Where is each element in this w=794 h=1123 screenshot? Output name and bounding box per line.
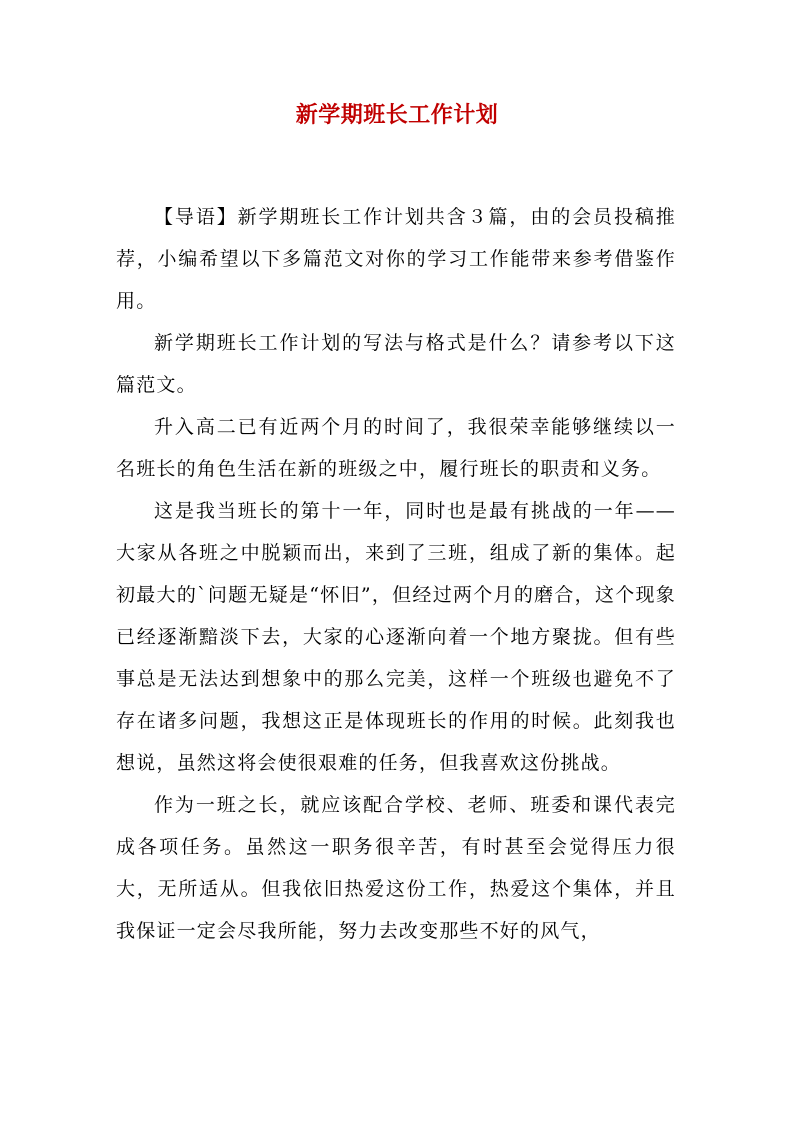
document-body bbox=[116, 196, 676, 952]
paragraph-responsibilities: 作为一班之长，就应该配合学校、老师、班委和课代表完成各项任务。虽然这一职务很辛苦，有时甚至会觉得压力很大，无所适从。但我依旧热爱这份工作，热爱这个集体，并且我保证一定会尽我所能，努力去改变那些不好的风气， bbox=[116, 794, 676, 942]
document-title: 新学期班长工作计划 bbox=[295, 102, 499, 128]
paragraph-format-question: 新学期班长工作计划的写法与格式是什么？请参考以下这篇范文。 bbox=[116, 332, 676, 396]
paragraph-intro: 【导语】新学期班长工作计划共含３篇，由的会员投稿推荐，小编希望以下多篇范文对你的学习工作能带来参考借鉴作用。 bbox=[116, 206, 676, 312]
paragraph-grade-two: 升入高二已有近两个月的时间了，我很荣幸能够继续以一名班长的角色生活在新的班级之中，履行班长的职责和义务。 bbox=[116, 416, 676, 480]
paragraph-eleventh-year: 这是我当班长的第十一年，同时也是最有挑战的一年——大家从各班之中脱颖而出，来到了三班，组成了新的集体。起初最大的`问题无疑是“怀旧”，但经过两个月的磨合，这个现象已经逐渐黯淡下去，大家的心逐渐向着一个地方聚拢。但有些事总是无法达到想象中的那么完美，这样一个班级也避免不了存在诸多问题，我想这正是体现班长的作用的时候。此刻我也想说，虽然这将会使很艰难的任务，但我喜欢这份挑战。 bbox=[116, 500, 676, 774]
